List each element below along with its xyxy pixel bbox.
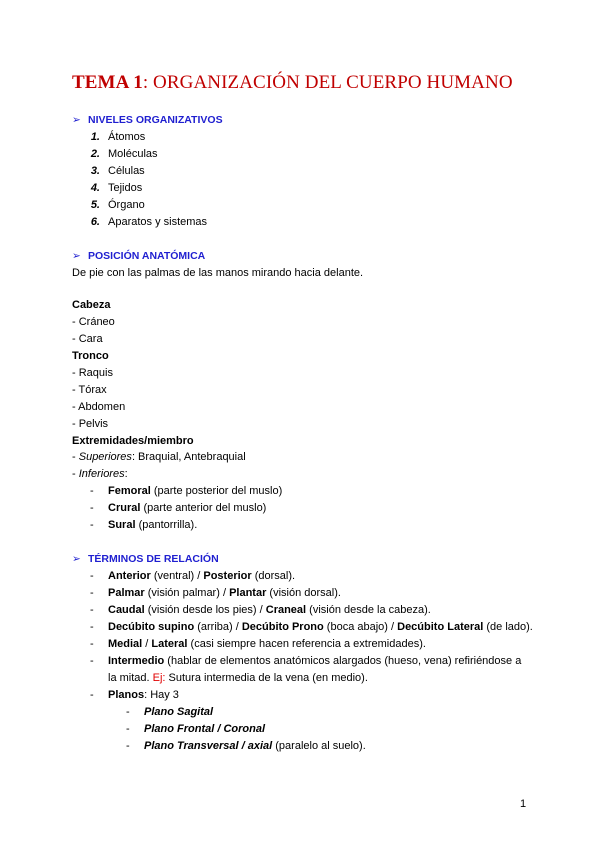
list-item: - Decúbito supino (arriba) / Decúbito Prono (boca abajo) / Decúbito Lateral (de lado). [90, 621, 533, 633]
list-item: - Abdomen [72, 401, 126, 413]
list-item: 6. Aparatos y sistemas [90, 216, 208, 228]
list-item: 1. Átomos [90, 131, 146, 143]
arrow-bullet-icon: ➢ [72, 250, 81, 262]
list-item: 4. Tejidos [90, 182, 143, 194]
list-item: - Caudal (visión desde los pies) / Craneal (visión desde la cabeza). [90, 604, 431, 616]
arrow-bullet-icon: ➢ [72, 114, 81, 126]
list-item: - Palmar (visión palmar) / Plantar (visión dorsal). [90, 587, 341, 599]
section-heading-terminos: ➢ TÉRMINOS DE RELACIÓN [72, 553, 219, 565]
list-item: 5. Órgano [90, 199, 145, 211]
list-item: - Plano Sagital [126, 706, 214, 718]
subheading-cabeza: Cabeza [72, 299, 111, 311]
list-item: - Cara [72, 333, 103, 345]
list-item: 3. Células [90, 165, 145, 177]
paragraph: De pie con las palmas de las manos mirando hacia delante. [72, 267, 364, 279]
list-item: - Plano Frontal / Coronal [126, 723, 266, 735]
list-item: - Plano Transversal / axial (paralelo al suelo). [126, 740, 366, 752]
list-item: - Femoral (parte posterior del muslo) [90, 485, 283, 497]
page-number: 1 [520, 798, 527, 810]
list-item: - Cráneo [72, 316, 115, 328]
arrow-bullet-icon: ➢ [72, 553, 81, 565]
list-item: - Superiores: Braquial, Antebraquial [72, 451, 246, 463]
list-item: - Crural (parte anterior del muslo) [90, 502, 267, 514]
list-item: - Tórax [72, 384, 107, 396]
list-item: - Raquis [72, 367, 113, 379]
list-item: 2. Moléculas [90, 148, 158, 160]
list-item: - Intermedio (hablar de elementos anatómicos alargados (hueso, vena) refiriéndose a [90, 655, 522, 667]
section-heading-posicion: ➢ POSICIÓN ANATÓMICA [72, 250, 206, 262]
list-item: - Pelvis [72, 418, 109, 430]
subheading-extremidades: Extremidades/miembro [72, 435, 194, 447]
list-item: - Planos: Hay 3 [90, 689, 179, 701]
subheading-tronco: Tronco [72, 350, 109, 362]
page-title [72, 72, 513, 94]
list-item-continuation: la mitad. Ej: Sutura intermedia de la vena (en medio). [108, 672, 368, 684]
title-rest: : ORGANIZACIÓN DEL CUERPO HUMANO [142, 72, 513, 93]
title-prefix: TEMA 1 [72, 72, 143, 93]
list-item: - Medial / Lateral (casi siempre hacen referencia a extremidades). [90, 638, 426, 650]
list-item: - Sural (pantorrilla). [90, 519, 198, 531]
list-item: - Inferiores: [72, 468, 128, 480]
list-item: - Anterior (ventral) / Posterior (dorsal). [90, 570, 296, 582]
section-heading-niveles: ➢ NIVELES ORGANIZATIVOS [72, 114, 223, 126]
